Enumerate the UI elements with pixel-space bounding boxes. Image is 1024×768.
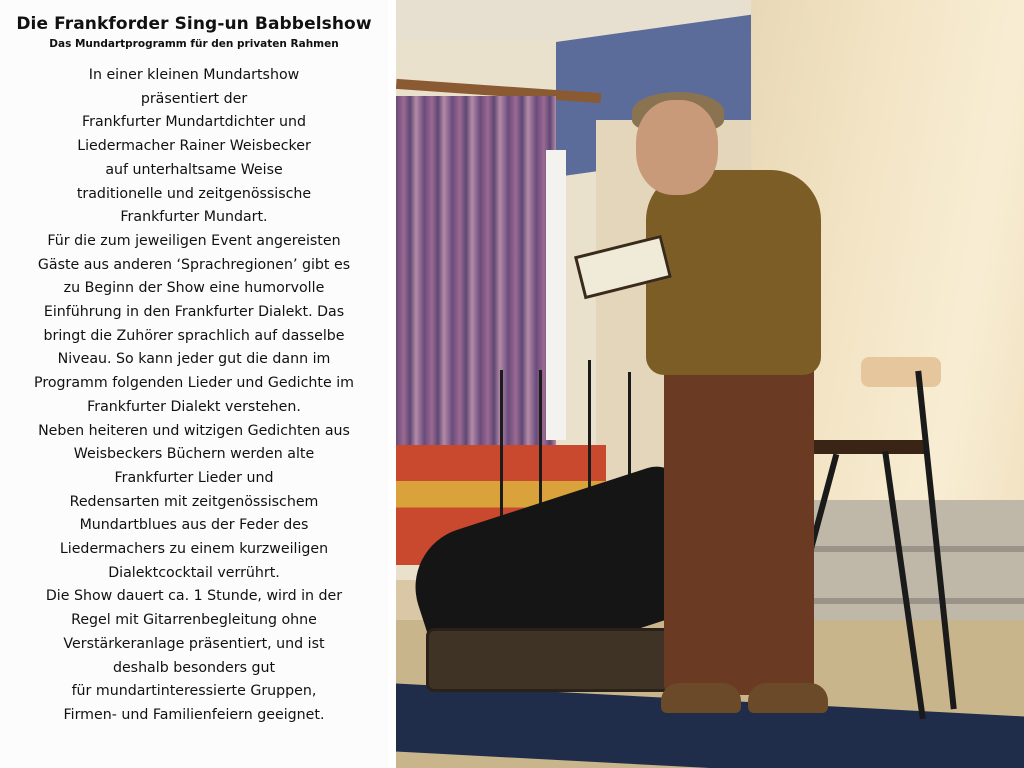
flyer-line: deshalb besonders gut xyxy=(112,659,276,676)
flyer-line: Neben heiteren und witzigen Gedichten aus xyxy=(38,422,350,439)
flyer-line: bringt die Zuhörer sprachlich auf dasselbe xyxy=(43,327,345,344)
flyer-line: Die Show dauert ca. 1 Stunde, wird in der xyxy=(45,588,343,605)
performer-shoe-left xyxy=(661,683,741,713)
flyer-line: Mundartblues aus der Feder des xyxy=(79,517,309,534)
flyer-line: Regel mit Gitarrenbegleitung ohne xyxy=(71,612,317,629)
window-light xyxy=(546,150,566,440)
flyer-line: Liedermachers zu einem kurzweiligen xyxy=(59,541,329,558)
flyer-line: Gäste aus anderen ‘Sprachregionen’ gibt es xyxy=(37,256,351,273)
flyer-line: Frankfurter Lieder und xyxy=(114,469,274,486)
chair-seat xyxy=(796,440,926,454)
flyer-body xyxy=(0,64,388,728)
flyer-line: Für die zum jeweiligen Event angereisten xyxy=(47,232,341,249)
curtain xyxy=(396,96,556,446)
flyer-line: zu Beginn der Show eine humorvolle xyxy=(63,280,325,297)
flyer-subtitle: Das Mundartprogramm für den privaten Rahmen xyxy=(49,38,339,50)
flyer-line: Einführung in den Frankfurter Dialekt. Das xyxy=(43,304,345,321)
performer-shoe-right xyxy=(748,683,828,713)
flyer-line: Frankfurter Dialekt verstehen. xyxy=(87,398,301,415)
flyer-line: Verstärkeranlage präsentiert, und ist xyxy=(63,635,325,652)
chair-backrest xyxy=(861,357,941,387)
flyer-line: Niveau. So kann jeder gut die dann im xyxy=(57,351,331,368)
performer-head xyxy=(636,100,718,195)
flyer-line: Redensarten mit zeitgenössischem xyxy=(69,493,319,510)
performer-sweater xyxy=(646,170,821,375)
flyer-line: Programm folgenden Lieder und Gedichte im xyxy=(34,375,354,392)
performer-legs xyxy=(664,350,814,695)
flyer-line: präsentiert der xyxy=(140,90,248,107)
flyer-line: Frankfurter Mundartdichter und xyxy=(82,114,306,131)
flyer-line: In einer kleinen Mundartshow xyxy=(88,67,300,83)
flyer-text-panel xyxy=(0,0,392,768)
flyer-title: Die Frankforder Sing-un Babbelshow xyxy=(16,14,372,34)
flyer-line: Frankfurter Mundart. xyxy=(120,209,268,226)
flyer-line: Firmen- und Familienfeiern geeignet. xyxy=(63,706,325,723)
flyer-line: Liedermacher Rainer Weisbecker xyxy=(77,138,311,155)
flyer-line: traditionelle und zeitgenössische xyxy=(76,185,312,202)
flyer-line: auf unterhaltsame Weise xyxy=(105,161,283,178)
flyer-line: Weisbeckers Büchern werden alte xyxy=(73,446,315,463)
flyer-line: für mundartinteressierte Gruppen, xyxy=(71,683,317,700)
stage-photo xyxy=(396,0,1024,768)
flyer-line: Dialektcocktail verrührt. xyxy=(108,564,280,581)
